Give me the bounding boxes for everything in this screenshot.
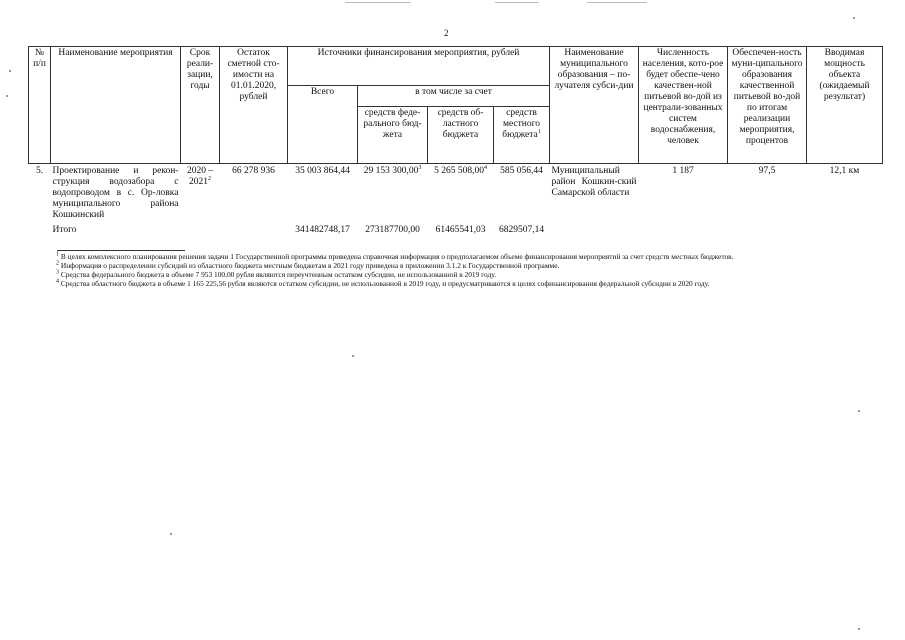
header-provision: Обеспечен-ность муни-ципального образования качественной питьевой во-дой по итогам реализации мероприятия, процентов [728,47,807,164]
footnotes [44,252,882,288]
row-name: Проектирование и рекон-струкция водозабора с водопроводом в с. Ор-ловка муниципального района Кошкинский [52,166,179,220]
header-balance: Остаток сметной сто-имости на 01.01.2020, рублей [220,47,288,164]
footnote-mark: 3 [418,164,422,171]
footnote-mark: 1 [56,251,59,258]
row-total: 35 003 864,44 [295,166,350,176]
totals-total: 341482748,17 [295,225,350,235]
funding-table [28,46,883,238]
row-regional: 5 265 508,00$^4$ [434,164,487,176]
totals-label: Итого [52,225,77,235]
footnote-mark: 2 [208,175,211,182]
footnote-mark: 4 [56,278,59,285]
scan-speck [9,70,11,72]
totals-local: 6829507,14 [498,225,545,235]
totals-federal: 273187700,00 [365,225,420,235]
row-term: 2020 – 2021$^2$ [186,166,214,187]
scan-speck [170,533,172,535]
header-local: средств местного бюджета$^1$ [494,107,550,164]
header-term: Срок реали-зации, годы [181,47,220,164]
header-sources: Источники финансирования мероприятия, рублей [288,47,550,86]
table-row [29,164,883,224]
footnote: $^2$ Информация о распределении субсидий из областного бюджета местным бюджетам в 2021 году приведена в приложении 3.1.2 к Государственной программе. [56,260,560,270]
header-recipient: Наименование муниципального образования – по-лучателя субси-дии [550,47,639,164]
header-regional: средств об-ластного бюджета [428,107,494,164]
footnote-mark: 2 [56,260,59,267]
row-balance: 66 278 936 [232,166,275,176]
footnote: $^3$ Средства федерального бюджета в объеме 7 953 100,00 рубля являются переучтенным остатком субсидии, не использованной в 2019 году. [56,269,497,279]
row-recipient: Муниципальный район Кошкин-ский Самарской области [551,166,637,198]
header-total: Всего [288,86,358,164]
row-federal: 29 153 300,00$^3$ [363,164,422,176]
totals-regional: 61465541,03 [435,225,486,235]
footnote-mark: 1 [537,128,541,135]
scan-edge-line [495,2,539,3]
scan-edge-line [587,2,647,3]
footnote-mark: 4 [483,164,487,171]
footnote-mark: 3 [56,269,59,276]
scan-edge-line [345,2,411,3]
header-federal: средств феде-рального бюд-жета [358,107,428,164]
totals-row [29,223,883,238]
header-capacity: Вводимая мощность объекта (ожидаемый результат) [807,47,883,164]
row-num: 5. [35,166,44,176]
header-num: № п/п [29,47,51,164]
scan-speck [853,17,855,19]
scan-speck [858,410,860,412]
footnote-separator [57,250,185,251]
row-population: 1 187 [672,166,694,176]
page-number: 2 [444,28,449,38]
footnote: $^1$ В целях комплексного планирования решения задачи 1 Государственной программы приведена справочная информация о предполагаемом объеме финансирования мероприятий за счет средств местных бюджетов. [56,251,734,261]
header-name: Наименование мероприятия [51,47,181,164]
row-capacity: 12,1 км [829,166,860,176]
header-population: Численность населения, кото-рое будет обеспе-чено качествен-ной питьевой во-дой из централи-зованных систем водоснабжения, человек [639,47,728,164]
row-provision: 97,5 [758,166,776,176]
scan-speck [6,95,8,97]
header-incl: в том числе за счет [358,86,550,107]
footnote: $^4$ Средства областного бюджета в объеме 1 165 225,56 рубля являются остатком субсидии, не использованной в 2019 году, и предусматриваются в целях софинансирования федеральной субсидии в 2020 году. [56,278,710,288]
scan-speck [352,355,354,357]
scan-speck [858,628,860,630]
row-local: 585 056,44 [500,166,543,176]
